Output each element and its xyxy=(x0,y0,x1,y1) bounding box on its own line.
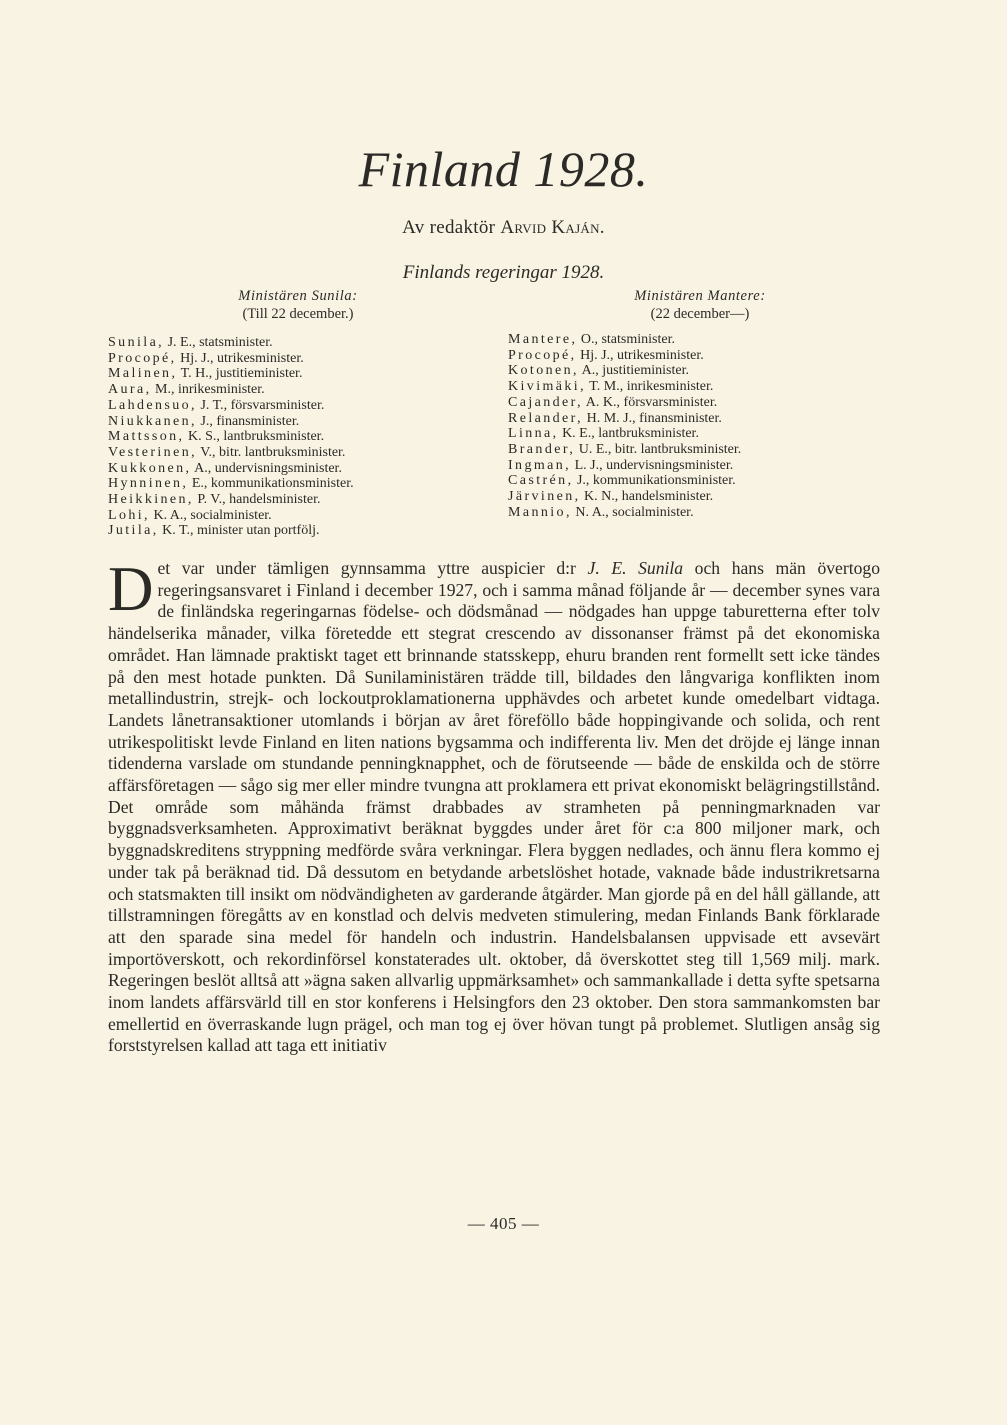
minister-role: Hj. J., utrikesminister. xyxy=(176,350,304,366)
drop-cap: D xyxy=(108,554,154,624)
list-item xyxy=(108,429,488,445)
minister-name: Malinen, xyxy=(108,366,178,382)
right-cabinet-title: Ministären Mantere: xyxy=(634,288,766,304)
list-item xyxy=(108,523,488,539)
minister-name: Vesterinen, xyxy=(108,444,197,460)
minister-name: Aura, xyxy=(108,382,152,398)
minister-role: J. E., statsminister. xyxy=(164,335,273,350)
minister-role: J., kommunikationsminister. xyxy=(573,473,736,489)
minister-role: T. H., justitieminister. xyxy=(177,366,303,382)
minister-role: T. M., inrikesminister. xyxy=(585,379,714,395)
minister-role: V., bitr. lantbruksminister. xyxy=(197,444,346,460)
minister-name: Järvinen, xyxy=(508,489,581,505)
right-cabinet-heading xyxy=(605,287,795,323)
minister-role: K. A., socialminister. xyxy=(149,507,272,523)
minister-name: Lohi, xyxy=(108,507,150,523)
minister-role: P. V., handelsminister. xyxy=(193,492,321,508)
list-item xyxy=(108,414,488,430)
page-number: — 405 — xyxy=(467,1214,540,1233)
left-cabinet-dates: (Till 22 december.) xyxy=(242,306,354,322)
byline-author: Arvid Kaján. xyxy=(500,217,605,238)
minister-role: H. M. J., finansminister. xyxy=(583,410,722,426)
byline-prefix: Av redaktör xyxy=(402,217,496,238)
minister-name: Lahdensuo, xyxy=(108,397,197,413)
list-item xyxy=(108,335,488,351)
minister-name: Castrén, xyxy=(508,473,574,489)
list-item xyxy=(108,366,488,382)
minister-name: Jutila, xyxy=(108,523,159,539)
list-item xyxy=(508,411,888,427)
minister-name: Ingman, xyxy=(508,457,572,473)
minister-name: Hynninen, xyxy=(108,476,189,492)
list-item xyxy=(108,445,488,461)
list-item xyxy=(108,351,488,367)
list-item xyxy=(508,395,888,411)
minister-name: Heikkinen, xyxy=(108,492,194,508)
minister-role: A., undervisningsminister. xyxy=(191,460,342,476)
minister-name: Mantere, xyxy=(508,332,578,347)
body-intro: et var under tämligen gynnsamma yttre auspicier d:r xyxy=(157,558,588,578)
minister-role: K. E., lantbruksminister. xyxy=(558,426,699,442)
list-item xyxy=(508,379,888,395)
minister-role: U. E., bitr. lantbruksminister. xyxy=(575,441,742,457)
minister-name: Procopé, xyxy=(108,350,177,366)
minister-role: K. N., handelsminister. xyxy=(580,489,714,505)
left-minister-list xyxy=(108,335,488,539)
byline xyxy=(0,217,1007,239)
minister-role: M., inrikesminister. xyxy=(151,382,265,398)
list-item xyxy=(508,332,888,348)
list-item xyxy=(508,473,888,489)
minister-role: E., kommunikationsminister. xyxy=(188,476,354,492)
minister-role: J. T., försvarsminister. xyxy=(196,397,325,413)
minister-name: Niukkanen, xyxy=(108,413,197,429)
minister-name: Mattsson, xyxy=(108,429,185,445)
minister-name: Cajander, xyxy=(508,394,584,410)
minister-role: J., finansminister. xyxy=(196,413,300,429)
list-item xyxy=(508,458,888,474)
body-paragraph: och hans män övertogo regeringsansvaret i Finland i december 1927, och i samma månad följande år — december synes vara de finländska regeringarnas födelse- och dödsmånad — nödgades han uppge taburetterna efter tolv händelserika månader, vilka företedde ett stegrat crescendo av dissonanser främst på det ekonomiska området. Han lämnade praktiskt taget ett brinnande statsskepp, ehuru branden rent formellt sett icke tändes på den mest hotade punkten. Då Sunilaministären trädde till, bildades den långvariga konflikten inom metallindustrin, strejk- och lockoutproklamationerna upphävdes och arbetet kunde omedelbart vidtaga. Landets lånetransaktioner utomlands i början av året föreföllo både hoppingivande och solida, och rent utrikespolitiskt levde Finland en liten nations bygsamma och indifferenta liv. Men det dröjde ej länge innan tidenderna varslade om stundande penningknapphet, och de förutseende — både de enskilda och de större affärsföretagen — sågo sig mer eller mindre tvungna att proklamera ett privat ekonomiskt belägringstillstånd. Det område som måhända främst drabbades av stramheten på penningmarknaden var byggnadsverksamheten. Approximativt beräknat byggdes under året för c:a 800 miljoner mark, och byggnadskreditens stryppning medförde svåra verkningar. Flera byggen nedlades, och ännu flera kommo ej under tak på beräknad tid. Då dessutom en betydande arbetslöshet hotade, vaknade både industrikretsarna och statsmakten till insikt om nödvändigheten av garderande åtgärder. Man gjorde på en del håll gällande, att tillstramningen föregåtts av en konstlad och delvis medveten stimulering, medan Finlands Bank förklarade att den sparade sina medel för handeln och industrin. Handelsbalansen uppvisade ett avsevärt importöverskott, och rekordinförsel konstaterades ult. oktober, då överskottet steg till 1,569 milj. mark. Regeringen beslöt alltså att »ägna saken allvarlig uppmärksamhet» och sammankallade i detta syfte spetsarna inom landets affärsvärld till en stor konferens i Helsingfors den 23 oktober. Den stora sammankomsten bar emellertid en överraskande lugn prägel, och man tog ej över hövan tungt på problemet. Slutligen ansåg sig forststyrelsen kallad att taga ett initiativ xyxy=(108,558,881,1056)
list-item xyxy=(508,489,888,505)
minister-name: Linna, xyxy=(508,426,559,442)
minister-name: Kivimäki, xyxy=(508,379,586,395)
list-item xyxy=(108,492,488,508)
article-body xyxy=(108,554,881,1057)
right-cabinet-dates: (22 december—) xyxy=(650,306,750,322)
minister-role: A., justitieminister. xyxy=(578,363,689,379)
minister-name: Procopé, xyxy=(508,347,577,363)
minister-name: Brander, xyxy=(508,441,576,457)
list-item xyxy=(108,476,488,492)
list-item xyxy=(108,382,488,398)
minister-role: K. T., minister utan portfölj. xyxy=(158,523,320,539)
left-cabinet-title: Ministären Sunila: xyxy=(238,288,358,304)
minister-role: N. A., socialminister. xyxy=(571,504,694,520)
minister-name: Sunila, xyxy=(108,335,165,350)
list-item xyxy=(508,442,888,458)
list-item xyxy=(108,461,488,477)
minister-role: L. J., undervisningsminister. xyxy=(571,457,734,473)
minister-name: Relander, xyxy=(508,410,584,426)
list-item xyxy=(108,508,488,524)
left-cabinet-heading xyxy=(218,287,378,323)
minister-name: Mannio, xyxy=(508,504,572,520)
list-item xyxy=(508,505,888,521)
minister-role: A. K., försvarsminister. xyxy=(583,394,718,410)
page-title: Finland 1928. xyxy=(358,141,649,197)
minister-name: Kotonen, xyxy=(508,363,579,379)
list-item xyxy=(508,348,888,364)
list-item xyxy=(508,363,888,379)
body-italic-name: J. E. Sunila xyxy=(587,558,684,578)
subtitle: Finlands regeringar 1928. xyxy=(402,262,605,283)
minister-role: O., statsminister. xyxy=(577,332,675,347)
list-item xyxy=(508,426,888,442)
minister-role: K. S., lantbruksminister. xyxy=(184,429,325,445)
minister-name: Kukkonen, xyxy=(108,460,192,476)
list-item xyxy=(108,398,488,414)
minister-role: Hj. J., utrikesminister. xyxy=(576,347,704,363)
right-minister-list xyxy=(508,332,888,520)
